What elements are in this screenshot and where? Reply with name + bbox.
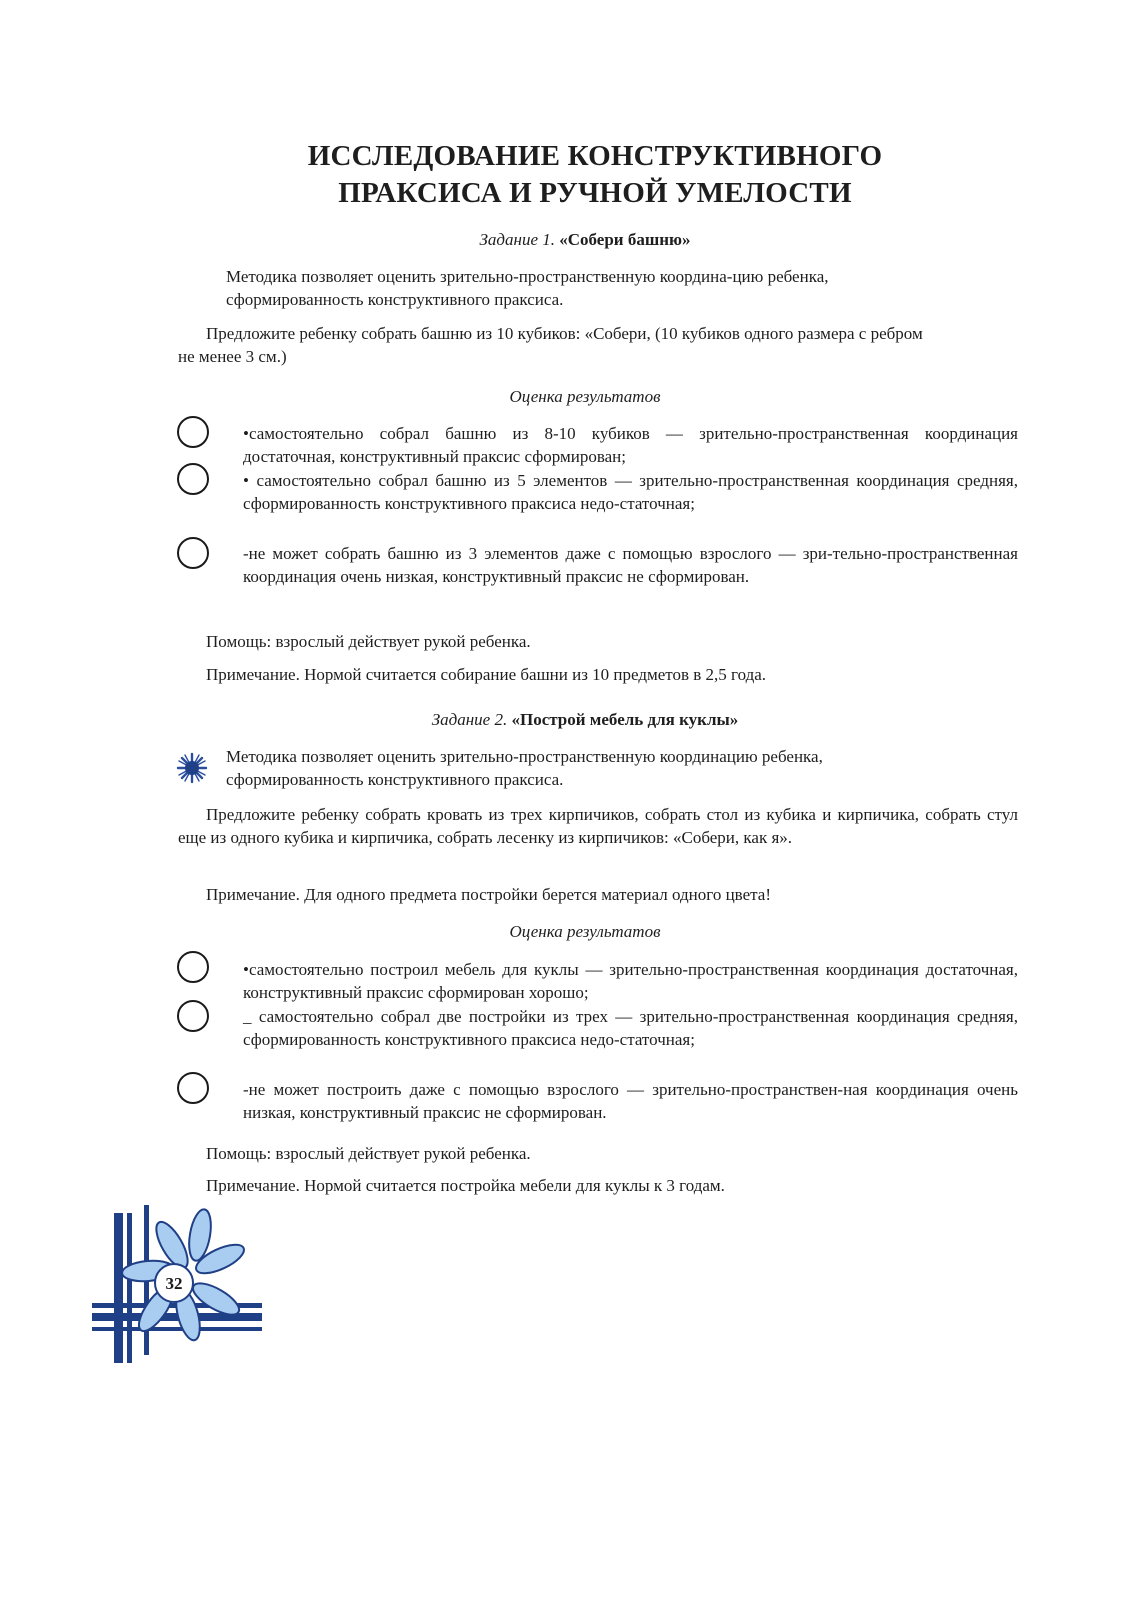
- task2-results-heading: Оценка результатов: [509, 922, 661, 941]
- task1-result-2: • самостоятельно собрал башню из 5 элементов — зрительно-пространственная координация средняя, сформированность конструктивного праксиса недо-статочная;: [243, 471, 1018, 513]
- task2-result-2: _ самостоятельно собрал две постройки из трех — зрительно-пространственная координация средняя, сформированность конструктивного праксиса недо-статочная;: [243, 1007, 1018, 1049]
- page-title-line-1: ИССЛЕДОВАНИЕ КОНСТРУКТИВНОГО: [307, 140, 883, 172]
- task2-instruction: Предложите ребенку собрать кровать из трех кирпичиков, собрать стол из кубика и кирпичика, собрать стул еще из одного кубика и кирпичика, собрать лесенку из кирпичиков: «Собери, как я».: [178, 805, 1018, 847]
- task1-heading: [0, 230, 1132, 250]
- task2-number: Задание 2.: [431, 710, 508, 729]
- task2-result-1: •самостоятельно построил мебель для куклы — зрительно-пространственная координация достаточная, конструктивный праксис сформирован хорошо;: [243, 960, 1018, 1002]
- task2-note-material: Примечание. Для одного предмета постройки берется материал одного цвета!: [206, 885, 771, 904]
- task2-name: «Построй мебель для куклы»: [511, 710, 739, 729]
- task1-number: Задание 1.: [479, 230, 555, 249]
- task1-name: «Собери башню»: [559, 230, 691, 249]
- task2-help: Помощь: взрослый действует рукой ребенка.: [206, 1144, 531, 1163]
- task2-intro: Методика позволяет оценить зрительно-пространственную координацию ребенка, сформированность конструктивного праксиса.: [226, 747, 823, 789]
- task1-note: Примечание. Нормой считается собирание башни из 10 предметов в 2,5 года.: [206, 665, 767, 684]
- page-title: [0, 138, 1132, 212]
- task1-instruction: Предложите ребенку собрать башню из 10 кубиков: «Собери, (10 кубиков одного размера с ребром не менее 3 см.): [178, 324, 923, 366]
- task2-result-3-checkbox[interactable]: [177, 1072, 209, 1104]
- task1-result-3-checkbox[interactable]: [177, 537, 209, 569]
- task1-intro: Методика позволяет оценить зрительно-пространственную координа-цию ребенка, сформированность конструктивного праксиса.: [226, 267, 829, 309]
- page-number: 32: [165, 1274, 183, 1293]
- task1-result-2-checkbox[interactable]: [177, 463, 209, 495]
- task2-note-norm: Примечание. Нормой считается постройка мебели для куклы к 3 годам.: [206, 1176, 725, 1195]
- task2-result-2-checkbox[interactable]: [177, 1000, 209, 1032]
- task1-result-3: -не может собрать башню из 3 элементов даже с помощью взрослого — зри-тельно-пространственная координация очень низкая, конструктивный праксис не сформирован.: [243, 544, 1018, 586]
- task2-heading: [0, 710, 1132, 730]
- task2-result-1-checkbox[interactable]: [177, 951, 209, 983]
- snowflake-star-icon: [176, 752, 208, 784]
- task1-result-1: •самостоятельно собрал башню из 8-10 кубиков — зрительно-пространственная координация достаточная, конструктивный праксис сформирован;: [243, 424, 1018, 466]
- page-title-line-2: ПРАКСИСА И РУЧНОЙ УМЕЛОСТИ: [338, 177, 852, 209]
- task1-results-heading: Оценка результатов: [509, 387, 661, 406]
- task1-help: Помощь: взрослый действует рукой ребенка.: [206, 632, 531, 651]
- task2-result-3: -не может построить даже с помощью взрослого — зрительно-пространствен-ная координация очень низкая, конструктивный праксис не сформирован.: [243, 1080, 1018, 1122]
- task1-result-1-checkbox[interactable]: [177, 416, 209, 448]
